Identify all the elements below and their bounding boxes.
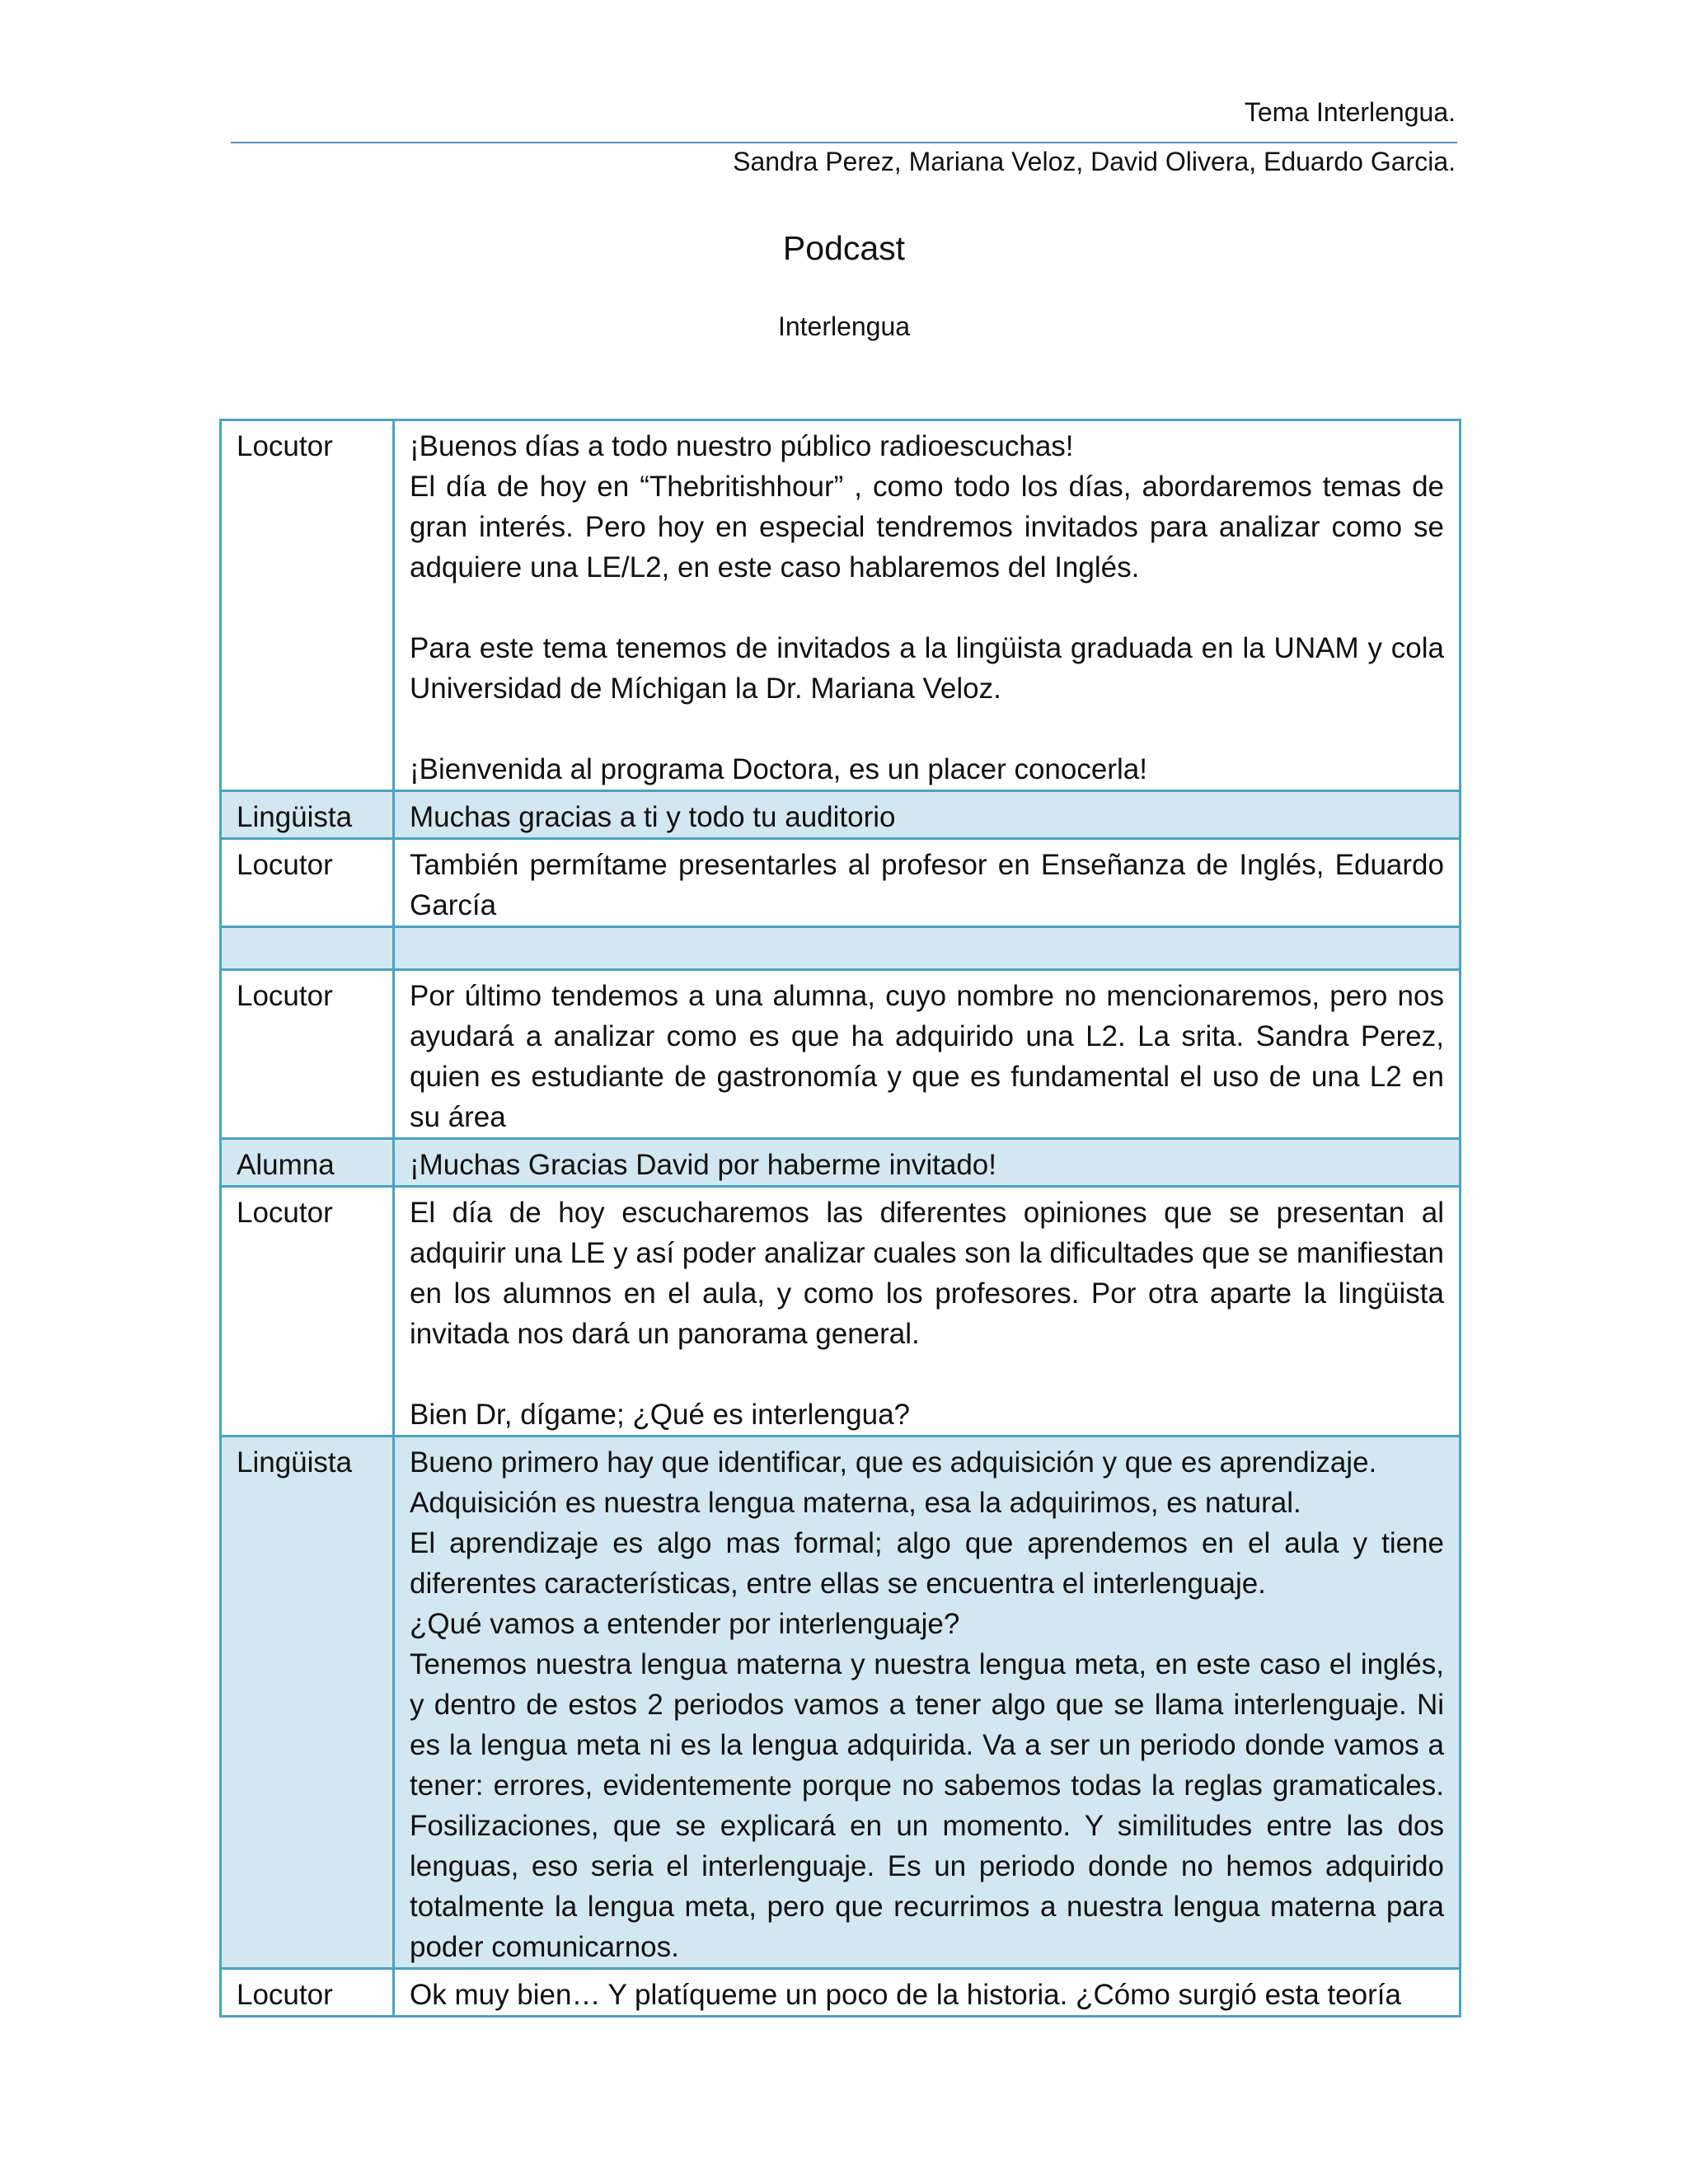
dialogue-table [219,419,1461,2018]
dialogue-text-cell: ¡Muchas Gracias David por haberme invitado! [394,1139,1461,1187]
dialogue-text-cell [394,1436,1461,1969]
document-title: Podcast [782,229,906,267]
speaker-cell: Locutor [221,970,394,1139]
dialogue-text-cell: Por último tendemos a una alumna, cuyo nombre no mencionaremos, pero nos ayudará a analizar como es que ha adquirido una L2. La srita. Sandra Perez, quien es estudiante de gastronomía y que es fundamental el uso de una L2 en su área [394,970,1461,1139]
dialogue-paragraph: ¡Bienvenida al programa Doctora, es un placer conocerla! [410,753,1147,785]
dialogue-text-cell [394,1187,1461,1436]
dialogue-line: El aprendizaje es algo mas formal; algo que aprendemos en el aula y tiene diferentes características, entre ellas se encuentra el interlenguaje. [410,1527,1444,1600]
dialogue-text-cell [394,420,1461,791]
dialogue-line: ¿Qué vamos a entender por interlenguaje? [410,1608,960,1640]
dialogue-line: ¡Buenos días a todo nuestro público radioescuchas! [410,430,1074,462]
speaker-cell: Alumna [221,1139,394,1187]
speaker-cell: Lingüista [221,1436,394,1969]
speaker-cell: Locutor [221,1969,394,2017]
dialogue-row [221,1139,1461,1187]
dialogue-line: El día de hoy en “Thebritishhour” , como todo los días, abordaremos temas de gran interés. Pero hoy en especial tendremos invitados para analizar como se adquiere una LE/L2, en este caso hablaremos del Inglés. [410,471,1444,583]
speaker-cell: Lingüista [221,791,394,839]
dialogue-line: Adquisición es nuestra lengua materna, esa la adquirimos, es natural. [410,1487,1301,1519]
speaker-cell: Locutor [221,1187,394,1436]
speaker-cell: Locutor [221,839,394,927]
document-subtitle: Interlengua [777,312,911,341]
dialogue-line: Tenemos nuestra lengua materna y nuestra lengua meta, en este caso el inglés, y dentro de estos 2 periodos vamos a tener algo que se llama interlenguaje. Ni es la lengua meta ni es la lengua adquirida. Va a ser un periodo donde vamos a tener: errores, evidentemente porque no sabemos todas la reglas gramaticales. Fosilizaciones, que se explicará en un momento. Y similitudes entre las dos lenguas, eso seria el interlenguaje. Es un periodo donde no hemos adquirido totalmente la lengua meta, pero que recurrimos a nuestra lengua materna para poder comunicarnos. [410,1648,1444,1963]
dialogue-paragraph [410,426,1444,588]
dialogue-line: Bueno primero hay que identificar, que es adquisición y que es aprendizaje. [410,1446,1377,1479]
dialogue-row [221,1187,1461,1436]
header-topic: Tema Interlengua. [1244,97,1456,127]
dialogue-paragraph: Bien Dr, dígame; ¿Qué es interlengua? [410,1399,911,1431]
dialogue-paragraph: Para este tema tenemos de invitados a la lingüista graduada en la UNAM y cola Universidad de Míchigan la Dr. Mariana Veloz. [410,632,1444,705]
dialogue-text-cell: También permítame presentarles al profesor en Enseñanza de Inglés, Eduardo García [394,839,1461,927]
dialogue-row [221,1969,1461,2017]
header-divider [231,142,1457,143]
dialogue-row [221,970,1461,1139]
speaker-cell: Locutor [221,420,394,791]
header-authors: Sandra Perez, Mariana Veloz, David Olivera, Eduardo Garcia. [733,147,1456,176]
dialogue-paragraph: El día de hoy escucharemos las diferentes opiniones que se presentan al adquirir una LE y así poder analizar cuales son la dificultades que se manifiestan en los alumnos en el aula, y como los profesores. Por otra aparte la lingüista invitada nos dará un panorama general. [410,1197,1444,1350]
dialogue-text-cell [394,927,1461,970]
dialogue-row [221,420,1461,791]
dialogue-row [221,1436,1461,1969]
dialogue-row [221,839,1461,927]
dialogue-row-empty [221,927,1461,970]
dialogue-text-cell: Ok muy bien… Y platíqueme un poco de la historia. ¿Cómo surgió esta teoría [394,1969,1461,2017]
dialogue-text-cell: Muchas gracias a ti y todo tu auditorio [394,791,1461,839]
dialogue-row [221,791,1461,839]
speaker-cell [221,927,394,970]
